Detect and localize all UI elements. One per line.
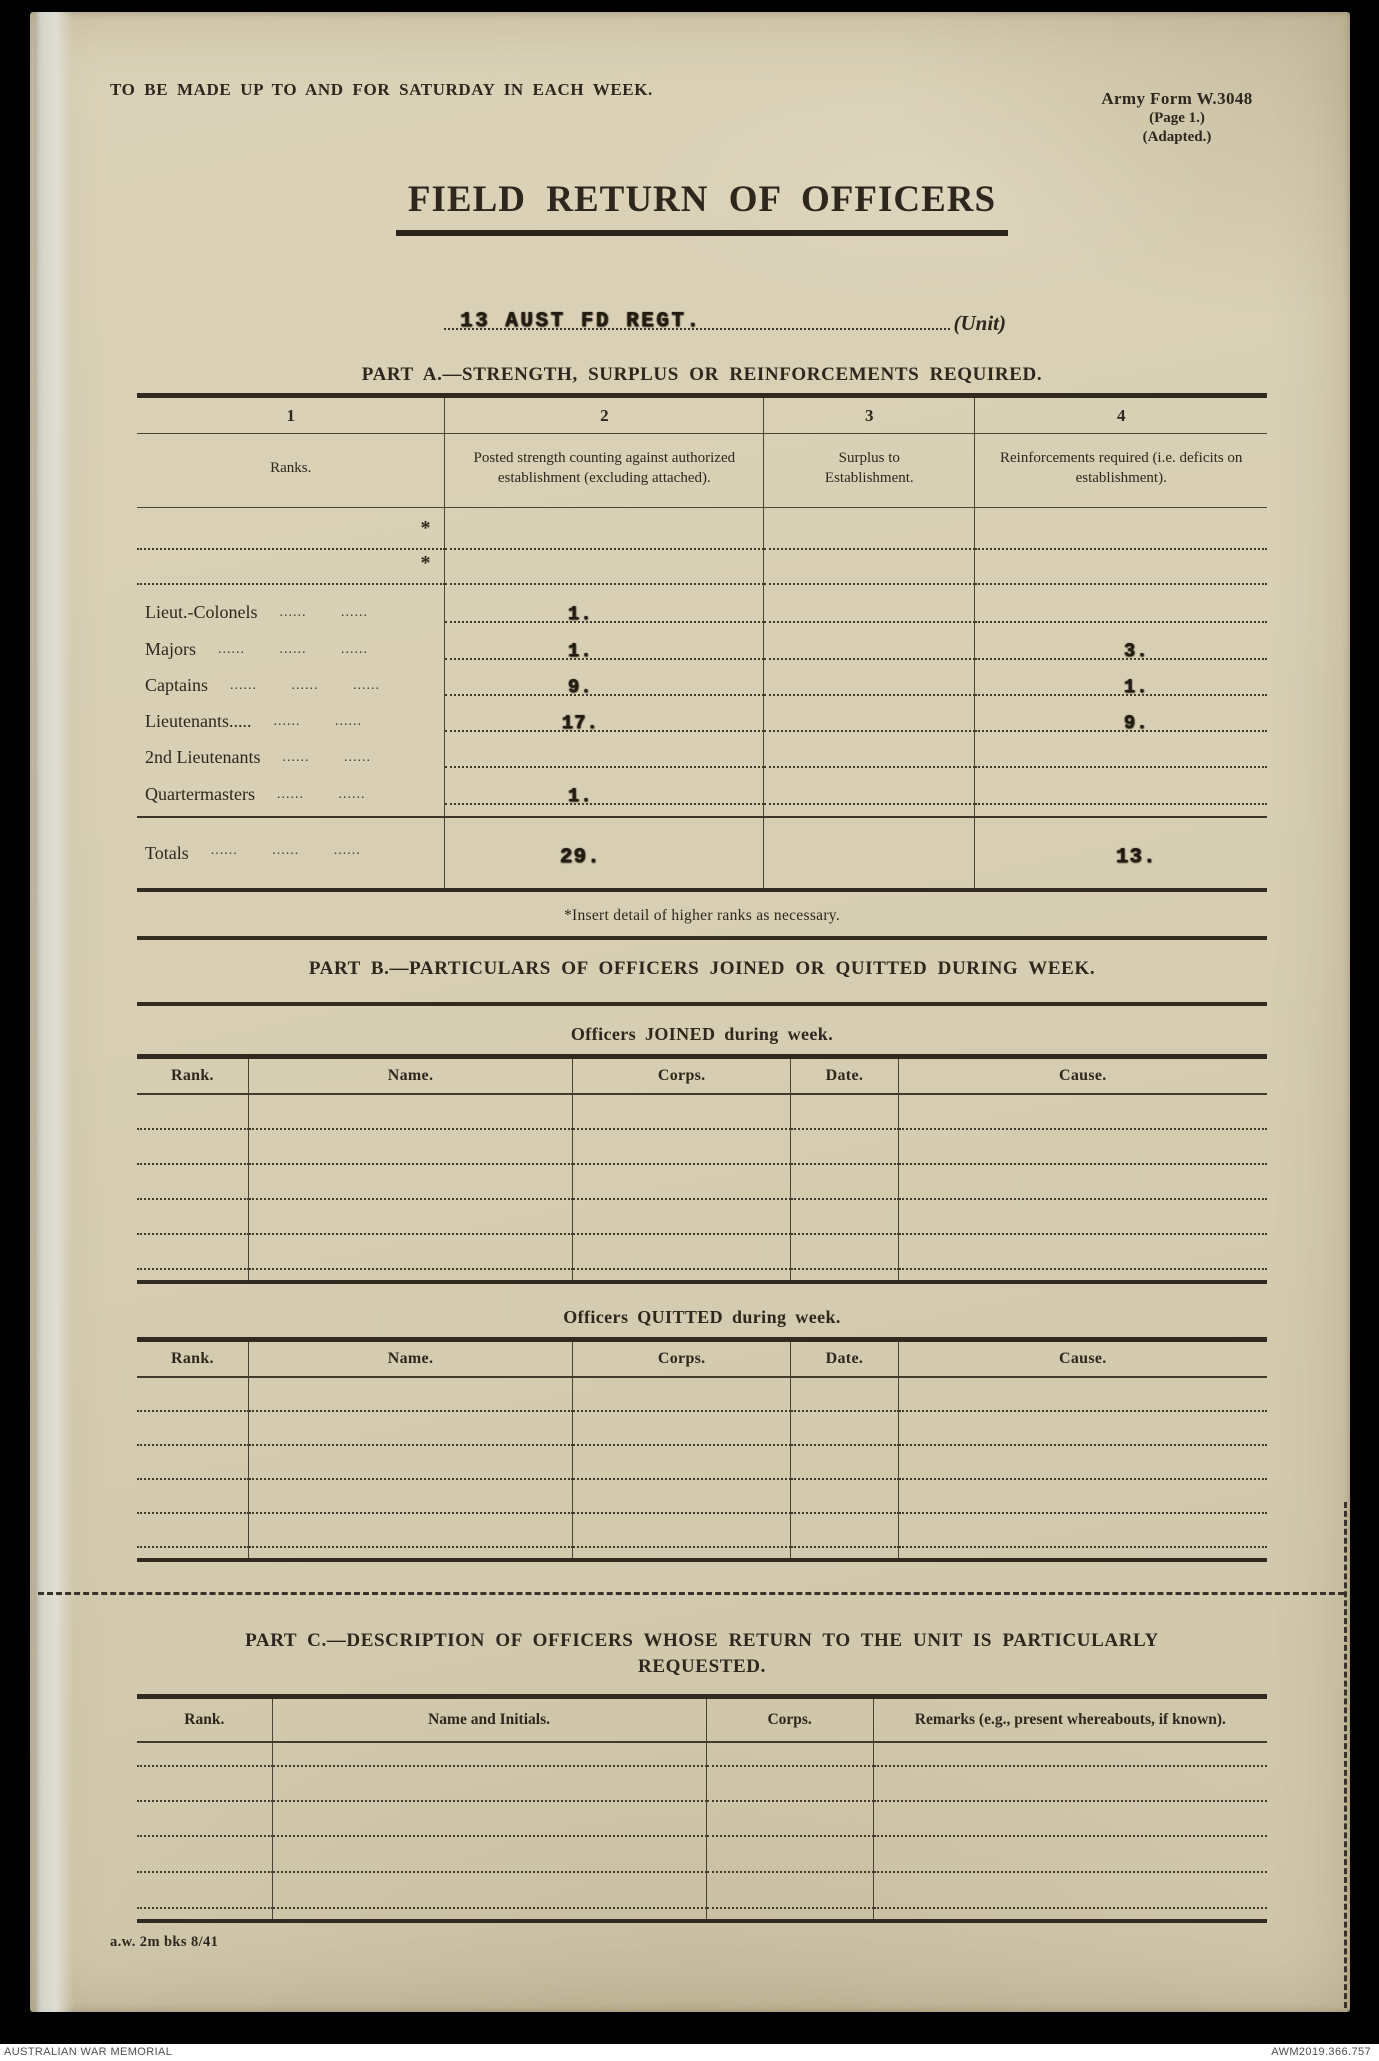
column-header-row [137, 1342, 1267, 1378]
posted-cell [445, 508, 764, 550]
spacer-row [137, 1270, 1267, 1280]
asterisk: * [420, 552, 431, 574]
totals-label-cell: Totals ...... ...... ...... [137, 818, 445, 888]
part-c-heading-line1: PART C.—DESCRIPTION OF OFFICERS WHOSE RETURN TO THE UNIT IS PARTICULARLY [245, 1630, 1159, 1651]
empty-row [137, 1837, 1267, 1873]
column-header-rank: Rank. [137, 1059, 249, 1095]
weekly-instruction: TO BE MADE UP TO AND FOR SATURDAY IN EACH WEEK. [110, 80, 653, 99]
surplus-cell [764, 696, 975, 732]
reinforcements-cell [975, 550, 1267, 585]
empty-row [137, 1412, 1267, 1446]
surplus-cell [764, 768, 975, 805]
column-header-name-initials: Name and Initials. [273, 1699, 707, 1743]
rank-cell: 2nd Lieutenants ...... ...... [137, 732, 445, 768]
column-header-row [137, 434, 1267, 508]
empty-row [137, 1095, 1267, 1130]
surplus-cell [764, 550, 975, 585]
table-row [137, 623, 1267, 660]
archive-caption-bar [0, 2044, 1379, 2061]
column-header-name: Name. [249, 1342, 573, 1378]
column-number-row [137, 398, 1267, 434]
part-c-heading [137, 1628, 1267, 1679]
column-header-cause: Cause. [899, 1342, 1267, 1378]
table-row [137, 508, 1267, 550]
rank-cell: Lieut.-Colonels ...... ...... [137, 585, 445, 623]
column-number: 4 [975, 398, 1267, 434]
column-header-rank: Rank. [137, 1699, 273, 1743]
empty-row [137, 1130, 1267, 1165]
empty-row [137, 1235, 1267, 1270]
reinforcements-cell [975, 585, 1267, 623]
section-rule [137, 1002, 1267, 1006]
rank-cell: Majors ...... ...... ...... [137, 623, 445, 660]
reinforcements-cell [975, 508, 1267, 550]
part-b-heading: PART B.—PARTICULARS OF OFFICERS JOINED OR QUITTED DURING WEEK. [308, 958, 1096, 979]
empty-row [137, 1378, 1267, 1412]
column-header-surplus: Surplus to Establishment. [764, 434, 975, 508]
part-c-heading-line2: REQUESTED. [638, 1655, 766, 1677]
column-header-rank: Rank. [137, 1342, 249, 1378]
column-header-posted-strength: Posted strength counting against authorized establishment (excluding attached). [445, 434, 764, 508]
empty-row [137, 1802, 1267, 1837]
form-reference [1072, 88, 1282, 147]
posted-cell [445, 550, 764, 585]
surplus-cell [764, 623, 975, 660]
part-a-footnote: *Insert detail of higher ranks as necessary. [563, 907, 841, 924]
archive-accession-number: AWM2019.366.757 [1271, 2046, 1371, 2058]
table-row [137, 696, 1267, 732]
column-header-row [137, 1699, 1267, 1743]
unit-line [444, 294, 1006, 335]
column-header-corps: Corps. [707, 1699, 874, 1743]
unit-fill-line [444, 294, 950, 333]
posted-cell [445, 732, 764, 768]
column-number: 2 [445, 398, 764, 434]
empty-row [137, 1200, 1267, 1235]
empty-row [137, 1480, 1267, 1514]
column-header-cause: Cause. [899, 1059, 1267, 1095]
binding-tape [34, 12, 74, 2012]
empty-row [137, 1514, 1267, 1548]
surplus-cell [764, 660, 975, 696]
totals-reinforcements-cell: 13. [1115, 845, 1157, 869]
column-header-date: Date. [791, 1059, 898, 1095]
perforation-line-horizontal [38, 1592, 1344, 1595]
page-title-wrap [137, 178, 1267, 236]
table-row [137, 660, 1267, 696]
asterisk: * [420, 517, 431, 539]
column-number: 3 [764, 398, 975, 434]
printer-imprint: a.w. 2m bks 8/41 [110, 1934, 219, 1950]
spacer-row [137, 805, 1267, 816]
table-row [137, 732, 1267, 768]
archive-institution: AUSTRALIAN WAR MEMORIAL [4, 2046, 173, 2058]
table-row [137, 585, 1267, 623]
column-header-corps: Corps. [573, 1342, 791, 1378]
table-row [137, 550, 1267, 585]
column-number: 1 [137, 398, 445, 434]
column-header-corps: Corps. [573, 1059, 791, 1095]
unit-label: (Unit) [953, 311, 1006, 335]
column-header-remarks: Remarks (e.g., present whereabouts, if known). [874, 1699, 1267, 1743]
empty-row [137, 1873, 1267, 1909]
posted-cell: 1. [445, 585, 764, 623]
posted-cell: 9. [445, 660, 764, 696]
reinforcements-cell: 3. [975, 623, 1267, 660]
reinforcements-cell [975, 768, 1267, 805]
part-c-table [137, 1694, 1267, 1923]
rank-cell: Lieutenants..... ...... ...... [137, 696, 445, 732]
rank-cell [137, 508, 445, 550]
column-header-date: Date. [791, 1342, 898, 1378]
column-header-name: Name. [249, 1059, 573, 1095]
page-title: FIELD RETURN OF OFFICERS [396, 178, 1008, 236]
rank-cell: Quartermasters ...... ...... [137, 768, 445, 805]
rank-cell [137, 550, 445, 585]
form-adapted-note: (Adapted.) [1142, 129, 1212, 145]
reinforcements-cell: 9. [975, 696, 1267, 732]
perforation-line-vertical [1344, 1502, 1347, 2008]
table-row [137, 768, 1267, 805]
empty-row [137, 1743, 1267, 1767]
section-rule [137, 936, 1267, 940]
posted-cell: 1. [445, 623, 764, 660]
officers-quitted-table [137, 1337, 1267, 1562]
surplus-cell [764, 585, 975, 623]
surplus-cell [764, 732, 975, 768]
posted-cell: 17. [445, 696, 764, 732]
totals-row [137, 816, 1267, 888]
officers-joined-table [137, 1054, 1267, 1284]
reinforcements-cell: 1. [975, 660, 1267, 696]
totals-posted-cell: 29. [445, 818, 764, 888]
column-header-reinforcements: Reinforcements required (i.e. deficits on establishment). [975, 434, 1267, 508]
posted-cell: 1. [445, 768, 764, 805]
part-a-table [137, 393, 1267, 892]
column-header-row [137, 1059, 1267, 1095]
rank-cell: Captains ...... ...... ...... [137, 660, 445, 696]
part-a-heading: PART A.—STRENGTH, SURPLUS OR REINFORCEMENTS REQUIRED. [361, 364, 1043, 385]
unit-value: 13 AUST FD REGT. [460, 310, 702, 333]
form-page [30, 12, 1350, 2012]
surplus-cell [764, 508, 975, 550]
totals-surplus-cell [764, 818, 975, 888]
empty-row [137, 1446, 1267, 1480]
quitted-table-title: Officers QUITTED during week. [563, 1307, 841, 1327]
spacer-row [137, 1548, 1267, 1558]
spacer-row [137, 1909, 1267, 1919]
reinforcements-cell [975, 732, 1267, 768]
empty-row [137, 1165, 1267, 1200]
form-number: Army Form W.3048 [1101, 89, 1253, 108]
joined-table-title: Officers JOINED during week. [570, 1024, 834, 1044]
empty-row [137, 1767, 1267, 1802]
form-page-number: (Page 1.) [1149, 110, 1205, 127]
column-header-ranks: Ranks. [137, 434, 445, 508]
